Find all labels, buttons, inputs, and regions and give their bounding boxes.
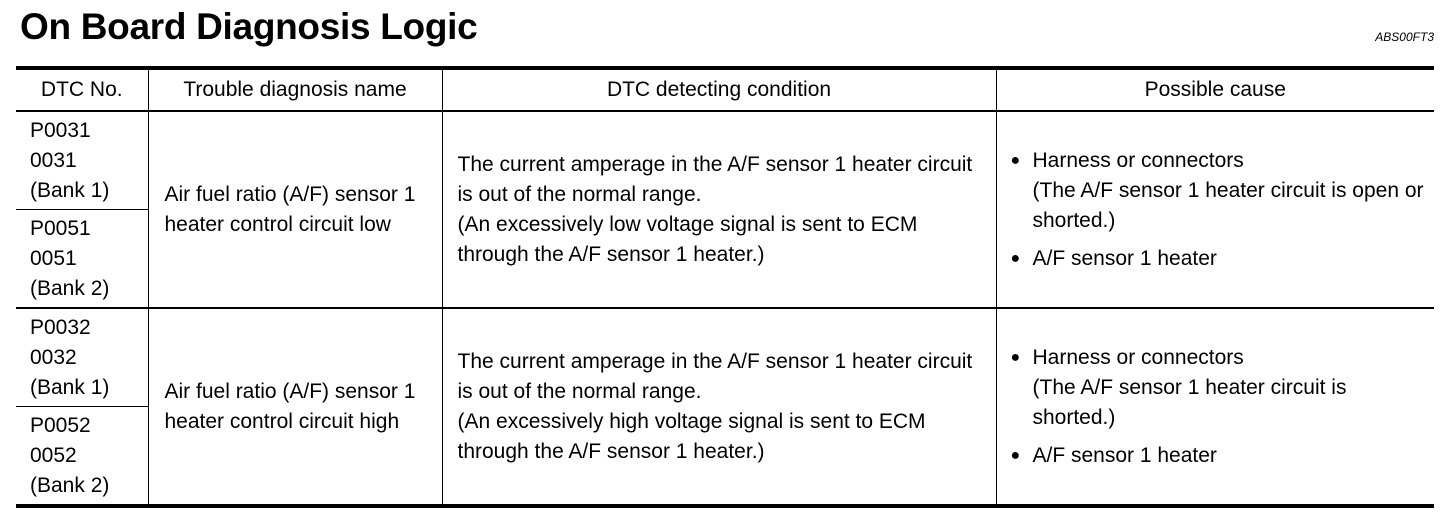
- table-row: [16, 111, 1434, 210]
- bullet-icon: ●: [1010, 446, 1021, 464]
- cause-item: [1011, 441, 1425, 471]
- dtc-short: 0031: [30, 148, 77, 172]
- condition-cell: [442, 308, 996, 506]
- cause-item: [1011, 343, 1425, 433]
- cause-detail: (The A/F sensor 1 heater circuit is shorted.): [1032, 375, 1347, 429]
- trouble-name-cell: Air fuel ratio (A/F) sensor 1 heater control circuit low: [148, 111, 442, 308]
- header-possible-cause: Possible cause: [996, 68, 1434, 111]
- cause-cell: [996, 111, 1434, 308]
- header-row: [16, 68, 1434, 111]
- bullet-icon: ●: [1010, 249, 1021, 267]
- dtc-short: 0051: [30, 246, 77, 270]
- cause-label: A/F sensor 1 heater: [1032, 443, 1217, 467]
- dtc-bank: (Bank 1): [30, 375, 110, 399]
- condition-cell: [442, 111, 996, 308]
- cause-label: Harness or connectors: [1032, 345, 1244, 369]
- dtc-cell: [16, 308, 148, 407]
- dtc-code: P0031: [30, 118, 91, 142]
- cause-item: [1011, 244, 1425, 274]
- dtc-code: P0052: [30, 413, 91, 437]
- dtc-cell: [16, 210, 148, 309]
- dtc-short: 0032: [30, 345, 77, 369]
- page-title: On Board Diagnosis Logic: [20, 6, 478, 47]
- condition-text: The current amperage in the A/F sensor 1 heater circuit is out of the normal range.: [457, 152, 973, 206]
- cause-detail: (The A/F sensor 1 heater circuit is open or shorted.): [1032, 178, 1424, 232]
- header-trouble-name: Trouble diagnosis name: [148, 68, 442, 111]
- trouble-name-cell: Air fuel ratio (A/F) sensor 1 heater control circuit high: [148, 308, 442, 506]
- document-code: ABS00FT3: [1375, 30, 1434, 44]
- dtc-bank: (Bank 1): [30, 178, 110, 202]
- diagnosis-table: [16, 66, 1434, 508]
- bullet-icon: ●: [1010, 151, 1021, 169]
- table-row: [16, 308, 1434, 407]
- dtc-bank: (Bank 2): [30, 473, 110, 497]
- dtc-cell: [16, 407, 148, 507]
- cause-cell: [996, 308, 1434, 506]
- dtc-cell: [16, 111, 148, 210]
- dtc-short: 0052: [30, 443, 77, 467]
- cause-item: [1011, 146, 1425, 236]
- condition-note: (An excessively low voltage signal is sent to ECM through the A/F sensor 1 heater.): [457, 212, 918, 266]
- dtc-code: P0051: [30, 216, 91, 240]
- cause-label: Harness or connectors: [1032, 148, 1244, 172]
- header-detecting-condition: DTC detecting condition: [442, 68, 996, 111]
- condition-note: (An excessively high voltage signal is sent to ECM through the A/F sensor 1 heater.): [457, 409, 926, 463]
- cause-label: A/F sensor 1 heater: [1032, 246, 1217, 270]
- dtc-bank: (Bank 2): [30, 276, 110, 300]
- header-dtc-no: DTC No.: [16, 68, 148, 111]
- bullet-icon: ●: [1010, 348, 1021, 366]
- condition-text: The current amperage in the A/F sensor 1 heater circuit is out of the normal range.: [457, 349, 973, 403]
- dtc-code: P0032: [30, 315, 91, 339]
